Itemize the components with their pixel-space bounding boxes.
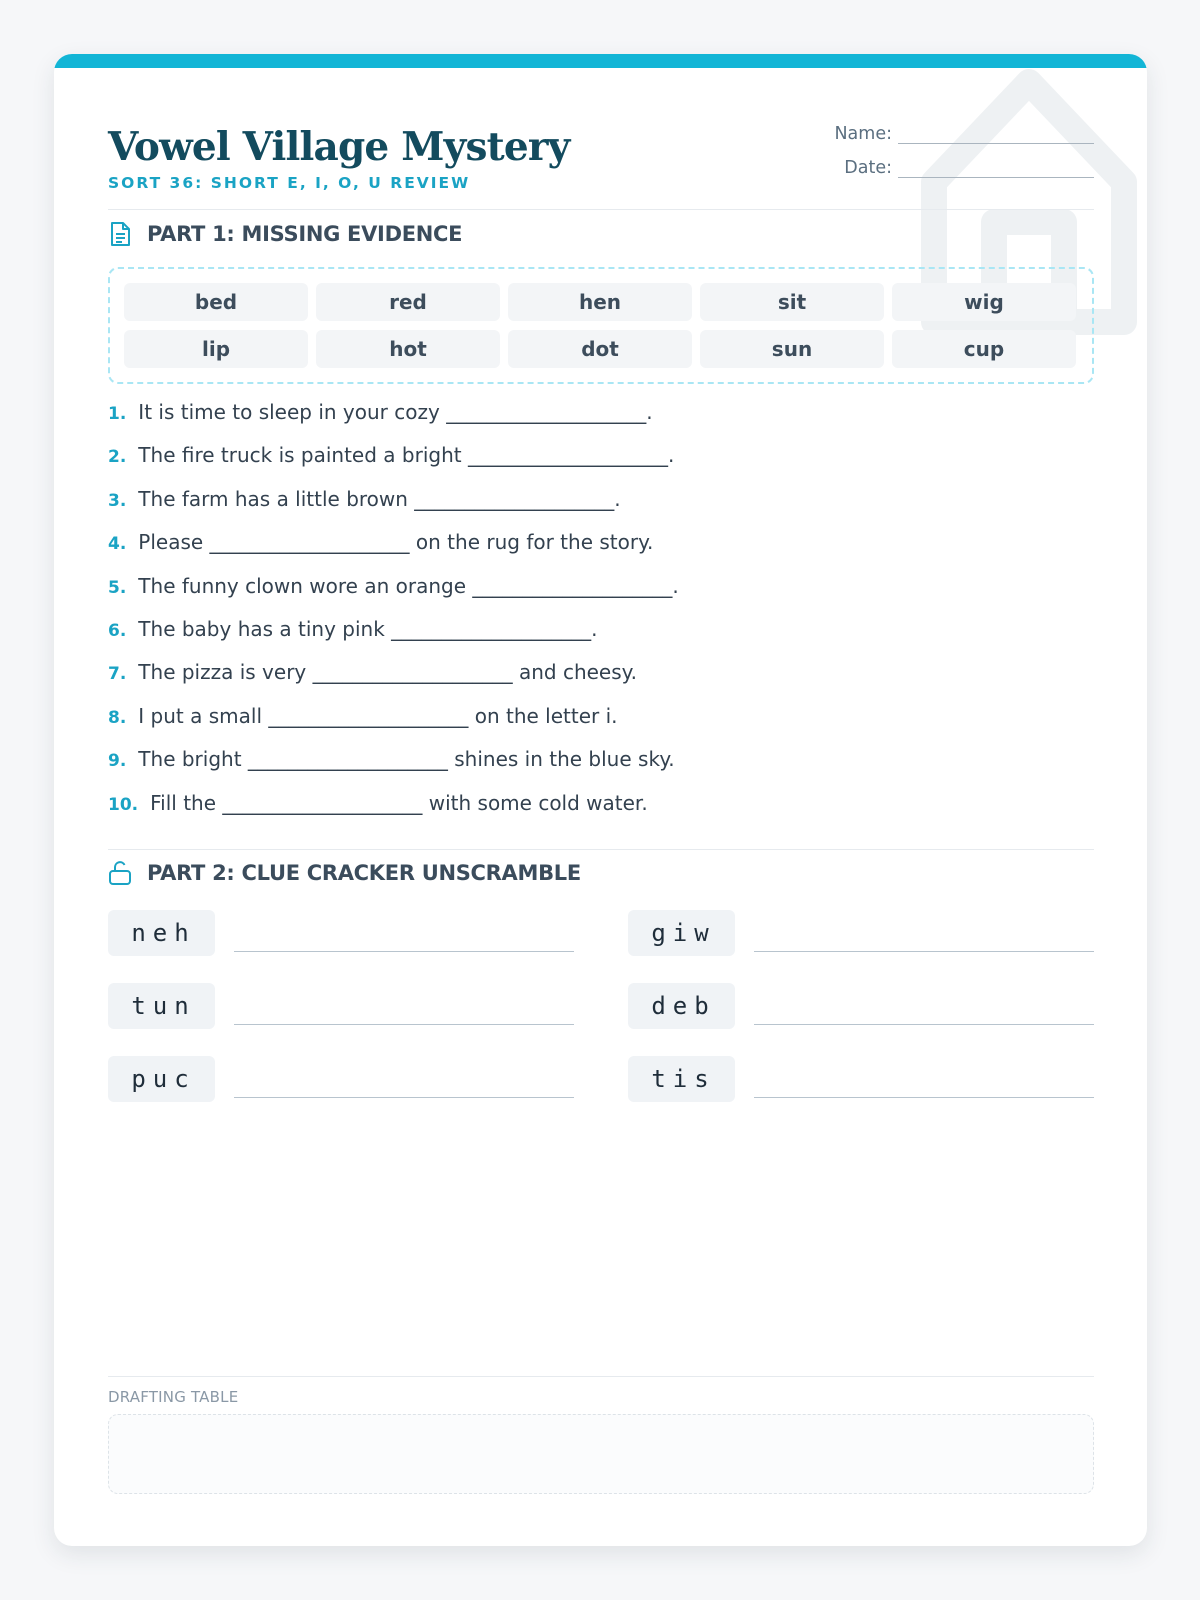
page-subtitle: SORT 36: SHORT E, I, O, U REVIEW [108,174,471,192]
question-item [108,530,1094,560]
question-number: 6. [108,621,127,641]
word-bank-item: sit [700,283,884,321]
question-item [108,617,1094,647]
question-text: The funny clown wore an orange ____________________. [138,573,679,598]
word-bank-item: lip [124,330,308,368]
question-number: 10. [108,794,139,815]
scrambled-word: tun [108,983,215,1029]
part2-heading [108,860,581,886]
question-number: 2. [108,447,127,468]
question-text: Please ____________________ on the rug for the story. [138,530,654,555]
question-number: 8. [108,707,127,728]
question-text: Fill the ____________________ with some cold water. [150,790,648,815]
unlock-icon [108,860,132,886]
word-bank-item: red [316,283,500,321]
footer-divider [108,1376,1094,1377]
word-bank-item: hot [316,330,500,368]
word-bank-item: sun [700,330,884,368]
word-bank-item: hen [508,283,692,321]
question-text: The pizza is very ____________________ and cheesy. [138,660,637,685]
page-title: Vowel Village Mystery [108,124,570,170]
question-item [108,747,1094,777]
question-number: 4. [108,534,127,555]
date-line[interactable] [898,158,1094,178]
header-divider [108,209,1094,210]
document-icon [108,221,132,247]
question-text: The bright ____________________ shines in the blue sky. [138,747,675,772]
scrambled-word: puc [108,1056,215,1102]
answer-line[interactable] [234,1097,574,1098]
answer-line[interactable] [754,951,1094,952]
scrambled-word: deb [628,983,735,1029]
question-number: 7. [108,664,127,685]
section-divider [108,849,1094,850]
question-number: 1. [108,404,127,424]
word-bank-item: dot [508,330,692,368]
question-item [108,487,1094,517]
word-bank-item: wig [892,283,1076,321]
word-bank [108,267,1094,384]
question-text: I put a small ____________________ on the letter i. [138,703,618,728]
question-item [108,704,1094,734]
drafting-area[interactable] [108,1414,1094,1494]
question-item [108,574,1094,604]
scrambled-word: giw [628,910,735,956]
question-item [108,400,1094,430]
worksheet-card [54,54,1147,1546]
question-number: 3. [108,490,127,511]
date-field[interactable] [814,154,1094,178]
question-item [108,660,1094,690]
question-text: It is time to sleep in your cozy ____________________. [138,400,653,424]
question-text: The baby has a tiny pink ____________________. [138,617,598,641]
word-bank-item: bed [124,283,308,321]
answer-line[interactable] [754,1097,1094,1098]
question-number: 5. [108,577,127,598]
part2-title: PART 2: CLUE CRACKER UNSCRAMBLE [147,861,581,885]
question-text: The farm has a little brown ____________________. [138,486,621,511]
question-number: 9. [108,751,127,772]
question-item [108,791,1094,821]
part1-title: PART 1: MISSING EVIDENCE [147,222,463,246]
scrambled-word: tis [628,1056,735,1102]
answer-line[interactable] [754,1024,1094,1025]
word-bank-item: cup [892,330,1076,368]
drafting-label: DRAFTING TABLE [108,1388,239,1406]
scrambled-word: neh [108,910,215,956]
part1-heading [108,221,462,247]
name-line[interactable] [898,124,1094,144]
answer-line[interactable] [234,951,574,952]
name-label: Name: [834,124,892,144]
name-field[interactable] [814,120,1094,144]
date-label: Date: [844,158,892,178]
answer-line[interactable] [234,1024,574,1025]
question-item [108,443,1094,473]
question-text: The fire truck is painted a bright ____________________. [138,443,675,468]
